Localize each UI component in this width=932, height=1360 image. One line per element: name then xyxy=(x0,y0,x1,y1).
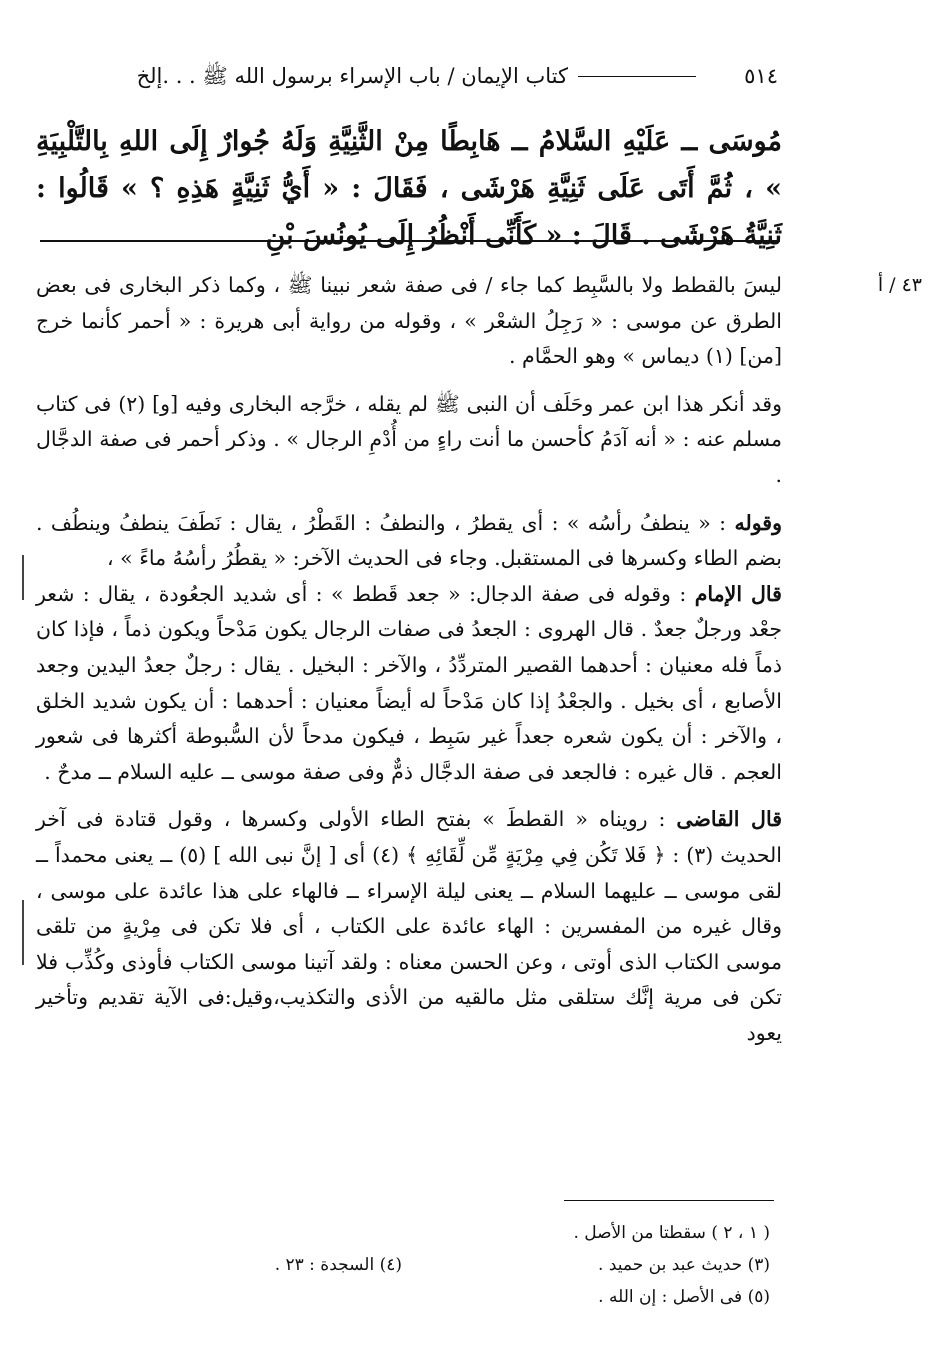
paragraph-text: : « ينطفُ رأسُه » : أى يقطرُ ، والنطفُ : القَطْرُ ، يقال : نَطَفَ ينطفُ وينطُف . بضم الطاء وكسرها فى المستقبل. وجاء فى الحديث الآخر: « يقطُرُ رأسُهُ ماءً » ، xyxy=(36,510,782,571)
running-title: كتاب الإيمان / باب الإسراء برسول الله ﷺ . . .إلخ xyxy=(136,64,568,88)
footnote: (٣) حديث عبد بن حميد . xyxy=(598,1255,770,1275)
paragraph-text: وقد أنكر هذا ابن عمر وحَلَف أن النبى ﷺ لم يقله ، خرَّجه البخارى وفيه [و] (٢) فى كتاب مسلم عنه : « أنه آدَمُ كأحسن ما أنت راءٍ من أُدْمِ الرجال » . وذكر أحمر فى صفة الدجَّال . xyxy=(36,391,782,487)
page-number: ٥١٤ xyxy=(744,64,778,88)
manuscript-folio-note: ٤٣ / أ xyxy=(877,274,922,296)
commentary-body xyxy=(36,268,782,1063)
paragraph-lead: قال الإمام xyxy=(694,581,782,606)
header-rule xyxy=(578,76,696,77)
margin-bar xyxy=(22,900,24,965)
footnote: ( ١ ، ٢ ) سقطتا من الأصل . xyxy=(573,1223,770,1243)
paragraph-lead: قال القاضى xyxy=(676,807,782,832)
footnote-rule xyxy=(564,1200,774,1201)
paragraph xyxy=(36,268,782,375)
footnote: (٥) فى الأصل : إن الله . xyxy=(598,1287,770,1307)
paragraph-lead: وقوله xyxy=(734,510,782,535)
margin-bar xyxy=(22,555,24,600)
paragraph-text: ليسَ بالقطط ولا بالسَّبِط كما جاء / فى صفة شعر نبينا ﷺ ، وكما ذكر البخارى فى بعض الطرق عن موسى : « رَجِلُ الشعْر » ، وقوله من رواية أبى هريرة : « أحمر كأنما خرج [من] (١) ديماس » وهو الحمَّام . xyxy=(36,273,782,369)
footnote: (٤) السجدة : ٢٣ . xyxy=(274,1255,402,1275)
running-header xyxy=(36,58,778,94)
paragraph xyxy=(36,802,782,1051)
paragraph-text: : رويناه « القططَ » بفتح الطاء الأولى وكسرها ، وقول قتادة فى آخر الحديث (٣) : ﴿ فَلا تَكُن فِي مِرْيَةٍ مِّن لِّقَائِهِ ﴾ (٤) أى [ إنَّ نبى الله ] (٥) ــ يعنى محمداً ــ لقى موسى ــ عليهما السلام ــ يعنى ليلة الإسراء ــ فالهاء على هذا عائدة على موسى ، وقال غيره من المفسرين : الهاء عائدة على الكتاب ، أى فلا تكن فى مِرْيةٍ من تلقى موسى الكتاب الذى أوتى ، وعن الحسن معناه : ولقد آتينا موسى الكتاب فأوذى وكُذِّب فلا تكن فى مرية إنَّك ستلقى مثل مالقيه من الأذى والتكذيب،وقيل:فى الآية تقديم وتأخير يعود xyxy=(36,807,783,1045)
paragraph xyxy=(36,387,782,494)
hadith-text: مُوسَى ــ عَلَيْهِ السَّلامُ ــ هَابِطًا مِنْ الثَّنِيَّةِ وَلَهُ جُوارٌ إِلَى اللهِ بِالتَّلْبِيَةِ » ، ثُمَّ أَتَى عَلَى ثَنِيَّةِ هَرْشَى ، فَقَالَ : « أَيُّ ثَنِيَّةٍ هَذِهِ ؟ » قَالُوا : ثَنِيَّةُ هَرْشَى . قَالَ : « كَأَنِّى أَنْظُرُ إِلَى يُونُسَ بْنِ xyxy=(36,126,782,251)
paragraph-text: : وقوله فى صفة الدجال: « جعد قَطط » : أى شديد الجعُودة ، يقال : شعر جعْد ورجلٌ جعدٌ . قال الهروى : الجعدُ فى صفات الرجال يكون مَدْحاً ويكون ذماً ، فإذا كان ذماً فله معنيان : أحدهما القصير المتردِّدُ ، والآخر : البخيل . يقال : رجلٌ جعدُ اليدين وجعد الأصابع ، أى بخيل . والجعْدُ إذا كان مَدْحاً له أيضاً معنيان : أحدهما : أن يكون شديد الخلق ، والآخر : أن يكون شعره جعداً غير سَبِط ، فيكون مدحاً لأن السُّبوطة أكثرها فى شعور العجم . قال غيره : فالجعد فى صفة الدجَّال ذمٌّ وفى صفة موسى ــ عليه السلام ــ مدحٌ . xyxy=(36,581,782,784)
section-divider xyxy=(40,240,780,242)
paragraph xyxy=(36,506,782,791)
